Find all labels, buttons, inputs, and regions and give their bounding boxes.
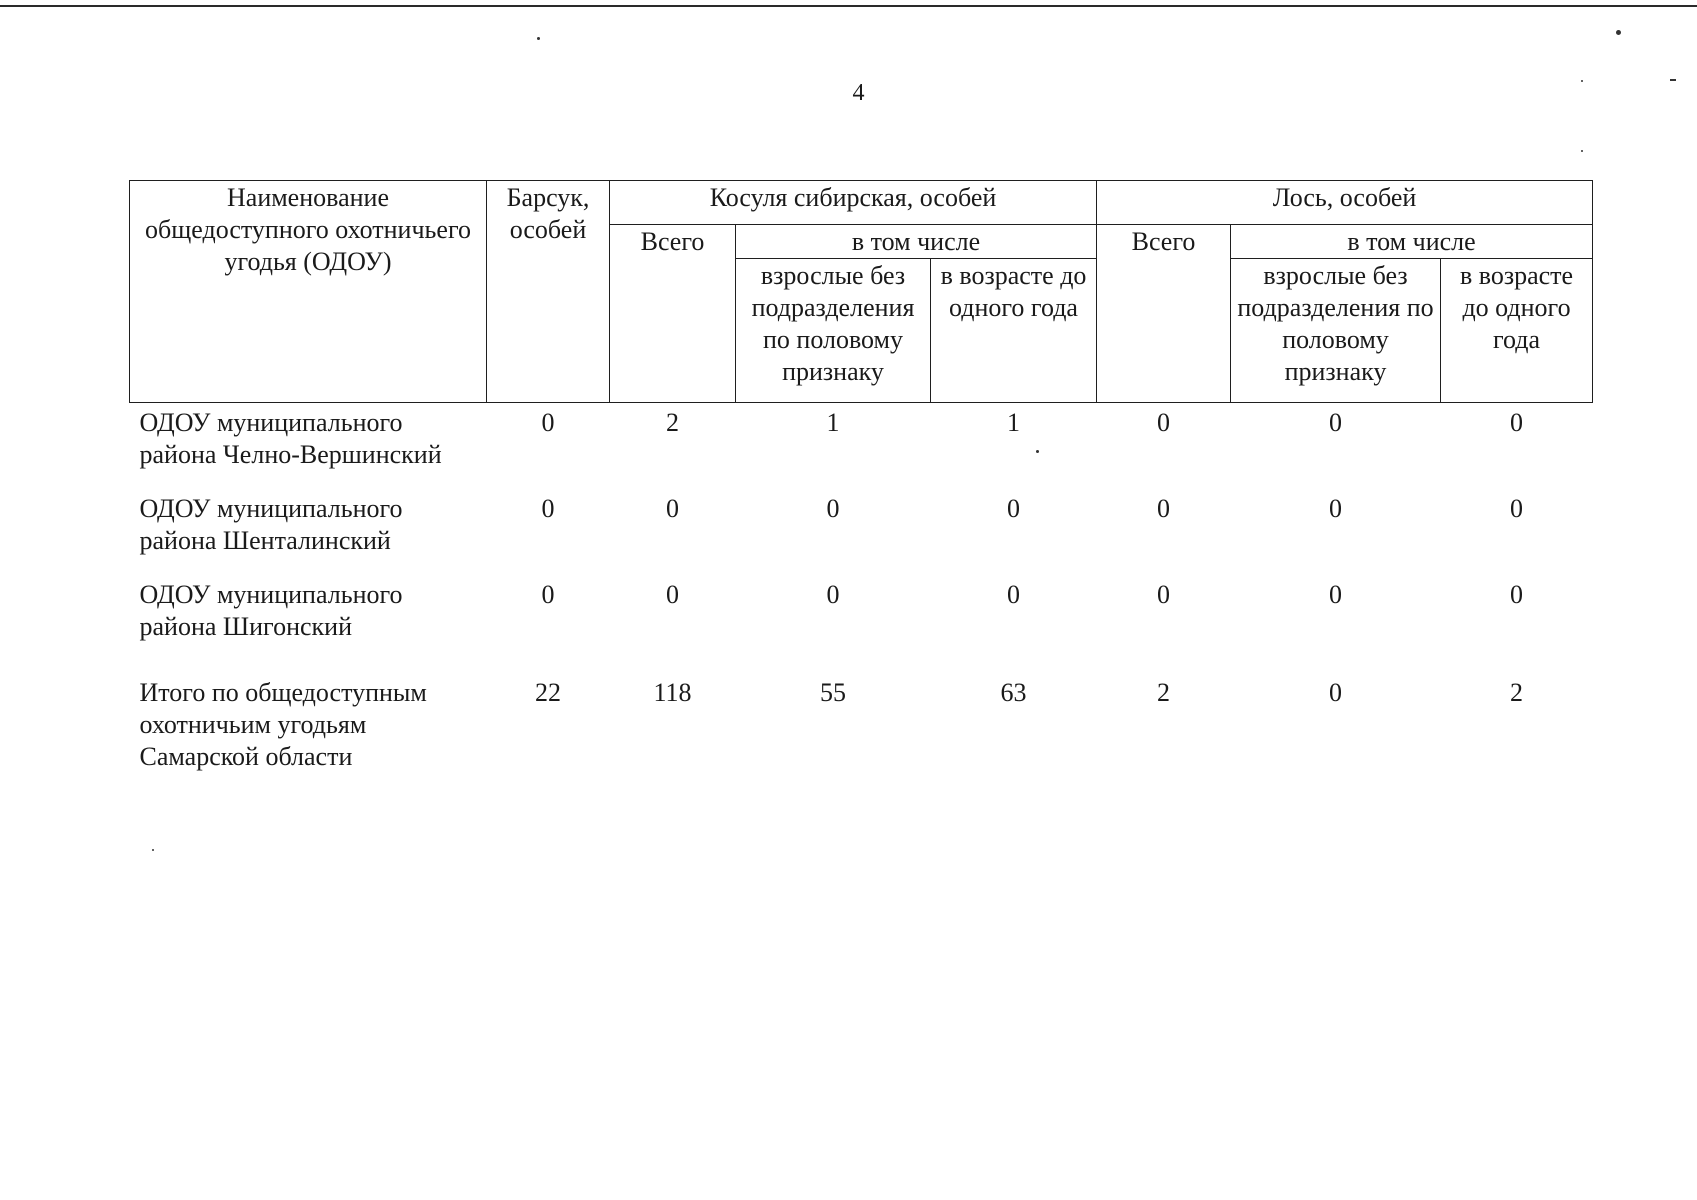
cell-moose-total: 0 [1157,580,1170,609]
cell-moose-adults: 0 [1329,678,1342,707]
hunting-census-table [129,180,1593,773]
table-row [130,577,1593,663]
page-top-rule [0,5,1697,7]
row-name: ОДОУ муниципального района Шигонский [139,580,403,641]
header-roe-under-one: в возрасте до одного года [931,259,1097,403]
scan-speck [1670,79,1676,81]
cell-roe-adults: 0 [826,494,840,523]
cell-moose-young: 0 [1510,580,1524,609]
cell-moose-adults: 0 [1329,408,1342,437]
cell-roe-total: 0 [666,494,679,523]
cell-moose-young: 0 [1510,494,1524,523]
cell-moose-total: 0 [1157,494,1170,523]
cell-roe-young: 1 [1007,408,1020,437]
cell-badger: 22 [535,678,561,707]
cell-roe-adults: 1 [826,408,840,437]
scan-speck [1581,150,1583,152]
scan-speck [152,849,154,851]
cell-moose-adults: 0 [1329,580,1342,609]
page-number: 4 [852,80,865,106]
header-hunting-ground-name: Наименование общедоступного охотничьего угодья (ОДОУ) [130,181,487,403]
cell-moose-adults: 0 [1329,494,1342,523]
cell-roe-adults: 55 [820,678,846,707]
header-roe-total: Всего [610,225,736,403]
cell-roe-adults: 0 [826,580,840,609]
cell-roe-total: 2 [666,408,679,437]
cell-roe-total: 118 [653,678,692,707]
scan-speck [1581,80,1583,82]
header-moose-including: в том числе [1231,225,1593,259]
header-moose: Лось, особей [1097,181,1593,225]
cell-moose-young: 2 [1510,678,1524,707]
cell-badger: 0 [541,494,555,523]
header-moose-under-one: в возрасте до одного года [1441,259,1593,403]
header-roe-adults: взрослые без подразделения по половому признаку [736,259,931,403]
cell-moose-young: 0 [1510,408,1524,437]
cell-moose-total: 2 [1157,678,1170,707]
cell-roe-young: 63 [1000,678,1027,707]
cell-roe-young: 0 [1007,494,1020,523]
header-roe-deer: Косуля сибирская, особей [610,181,1097,225]
header-moose-total: Всего [1097,225,1231,403]
cell-roe-total: 0 [666,580,679,609]
scan-speck [1616,30,1621,35]
cell-moose-total: 0 [1157,408,1170,437]
table-row [130,491,1593,577]
cell-roe-young: 0 [1007,580,1020,609]
scan-speck [537,37,540,40]
row-name: ОДОУ муниципального района Шенталинский [139,494,403,555]
table-row-total [130,663,1593,773]
header-moose-adults: взрослые без подразделения по половому признаку [1231,259,1441,403]
row-name: Итого по общедоступным охотничьим угодьям Самарской области [139,678,427,771]
header-roe-including: в том числе [736,225,1097,259]
row-name: ОДОУ муниципального района Челно-Вершинский [139,408,442,469]
cell-badger: 0 [541,580,555,609]
table-row [130,403,1593,492]
header-badger: Барсук, особей [487,181,610,403]
cell-badger: 0 [541,408,555,437]
